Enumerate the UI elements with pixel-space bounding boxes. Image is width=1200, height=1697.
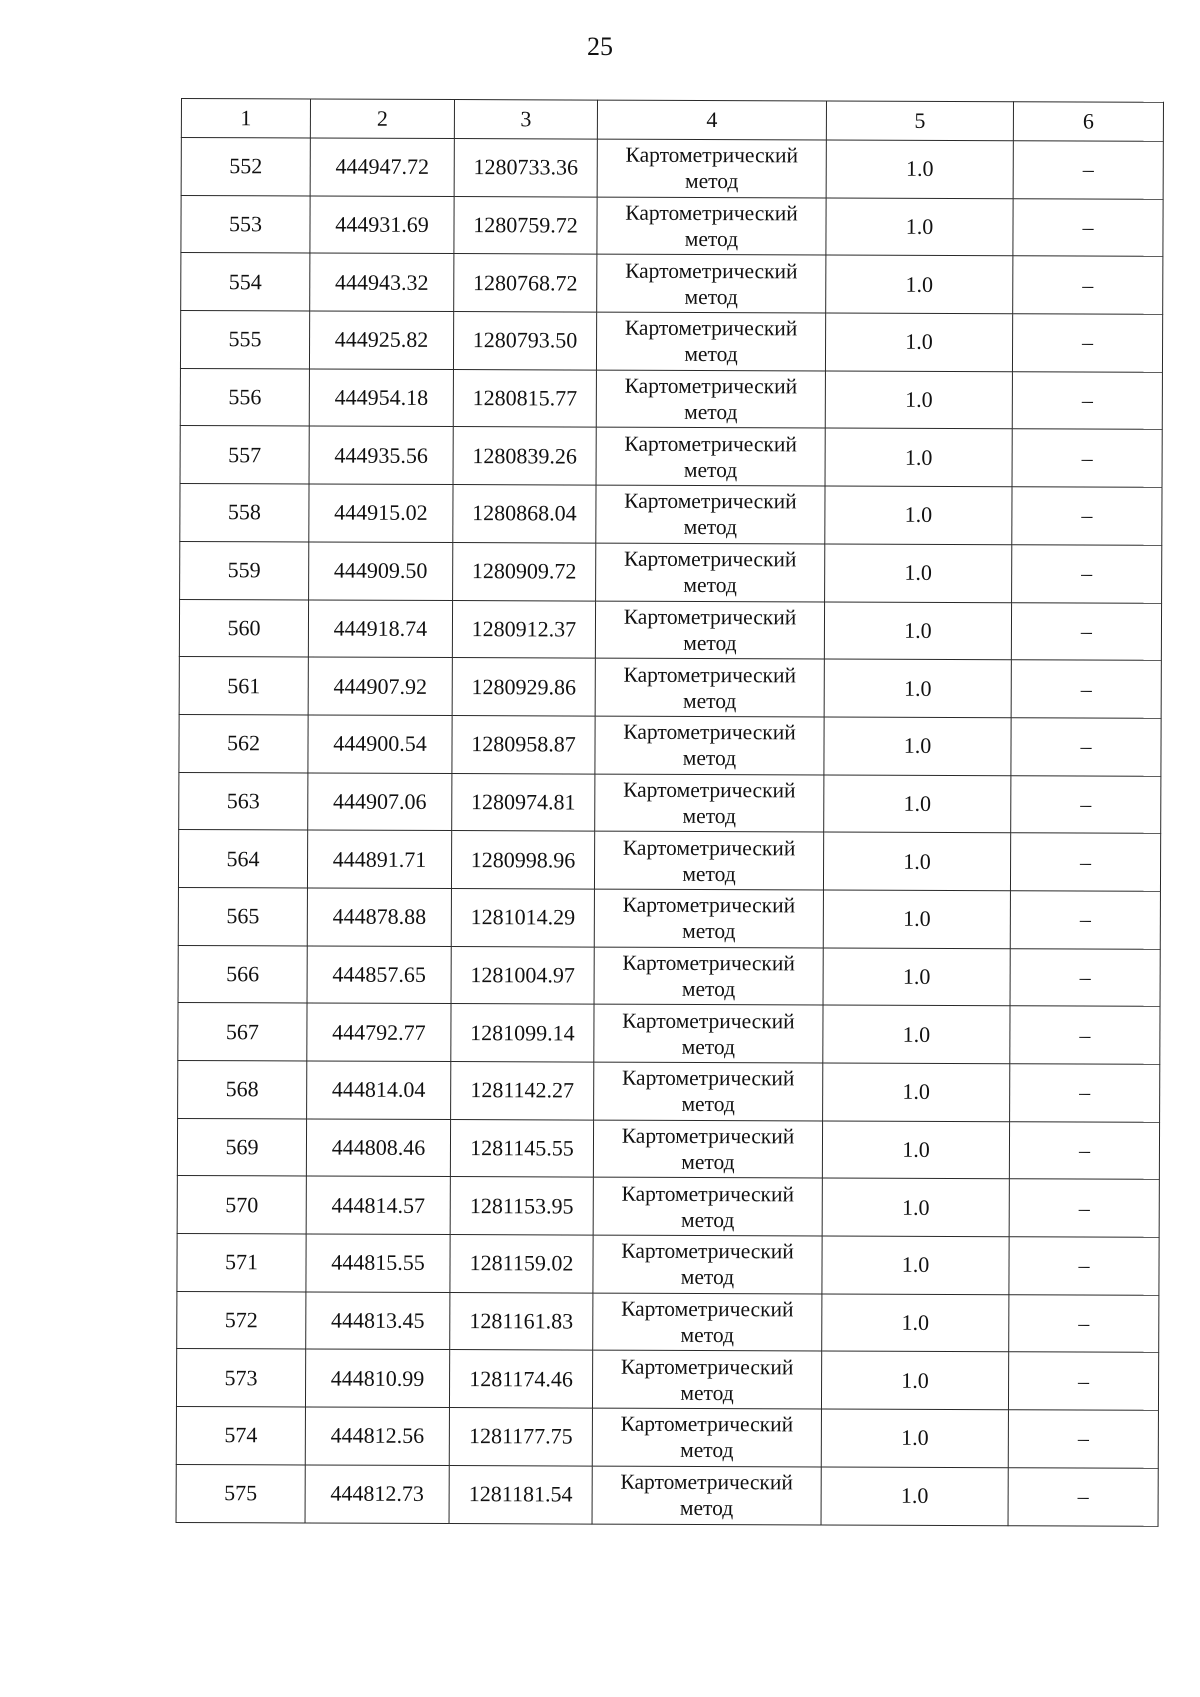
point-number-cell: 573: [176, 1349, 305, 1407]
note-cell: –: [1010, 1006, 1160, 1064]
y-coordinate-cell: 1281161.83: [450, 1292, 593, 1350]
accuracy-cell: 1.0: [823, 1005, 1010, 1063]
note-cell: –: [1012, 545, 1162, 603]
point-number-cell: 564: [178, 830, 307, 888]
note-cell: –: [1010, 948, 1160, 1006]
y-coordinate-cell: 1280733.36: [454, 139, 597, 197]
x-coordinate-cell: 444954.18: [309, 369, 453, 427]
x-coordinate-cell: 444857.65: [307, 946, 451, 1004]
y-coordinate-cell: 1280912.37: [452, 600, 595, 658]
point-number-cell: 568: [178, 1060, 307, 1118]
table-row: [178, 1060, 1160, 1121]
accuracy-cell: 1.0: [826, 140, 1013, 198]
point-number-cell: 566: [178, 945, 307, 1003]
x-coordinate-cell: 444814.04: [307, 1061, 451, 1119]
table-row: [178, 887, 1160, 948]
method-cell: Картометрический метод: [596, 312, 825, 371]
point-number-cell: 569: [177, 1118, 306, 1176]
x-coordinate-cell: 444812.56: [305, 1407, 449, 1465]
table-row: [180, 368, 1162, 429]
x-coordinate-cell: 444891.71: [307, 830, 451, 888]
column-header: 2: [310, 99, 454, 139]
accuracy-cell: 1.0: [822, 1121, 1009, 1179]
point-number-cell: 554: [181, 253, 310, 311]
method-cell: Картометрический метод: [595, 716, 824, 775]
note-cell: –: [1011, 602, 1161, 660]
x-coordinate-cell: 444935.56: [309, 426, 453, 484]
table-row: [177, 1176, 1159, 1237]
y-coordinate-cell: 1281142.27: [451, 1062, 594, 1120]
accuracy-cell: 1.0: [825, 486, 1012, 544]
page-number: 25: [587, 32, 613, 61]
accuracy-cell: 1.0: [822, 1294, 1009, 1352]
accuracy-cell: 1.0: [825, 313, 1012, 371]
note-cell: –: [1010, 1064, 1160, 1122]
x-coordinate-cell: 444931.69: [310, 196, 454, 254]
point-number-cell: 575: [176, 1464, 305, 1522]
x-coordinate-cell: 444907.06: [308, 773, 452, 831]
method-cell: Картометрический метод: [592, 1408, 821, 1467]
table-row: [176, 1407, 1158, 1468]
x-coordinate-cell: 444815.55: [306, 1234, 450, 1292]
point-number-cell: 561: [179, 657, 308, 715]
y-coordinate-cell: 1280768.72: [454, 254, 597, 312]
x-coordinate-cell: 444813.45: [306, 1292, 450, 1350]
table-row: [178, 830, 1160, 891]
point-number-cell: 570: [177, 1176, 306, 1234]
accuracy-cell: 1.0: [823, 832, 1010, 890]
method-cell: Картометрический метод: [594, 947, 823, 1006]
table-row: [181, 253, 1163, 314]
point-number-cell: 555: [180, 311, 309, 369]
y-coordinate-cell: 1281177.75: [449, 1408, 592, 1466]
table-row: [178, 945, 1160, 1006]
accuracy-cell: 1.0: [822, 1236, 1009, 1294]
column-header: 5: [826, 101, 1013, 141]
y-coordinate-cell: 1280868.04: [453, 485, 596, 543]
y-coordinate-cell: 1280759.72: [454, 196, 597, 254]
note-cell: –: [1008, 1352, 1158, 1410]
note-cell: –: [1009, 1179, 1159, 1237]
table-row: [179, 772, 1161, 833]
note-cell: –: [1011, 775, 1161, 833]
point-number-cell: 574: [176, 1407, 305, 1465]
note-cell: –: [1009, 1294, 1159, 1352]
accuracy-cell: 1.0: [823, 1063, 1010, 1121]
x-coordinate-cell: 444909.50: [309, 542, 453, 600]
table-row: [179, 657, 1161, 718]
column-header: 4: [597, 100, 826, 140]
point-number-cell: 552: [181, 138, 310, 196]
note-cell: –: [1012, 487, 1162, 545]
table-row: [176, 1464, 1158, 1525]
note-cell: –: [1013, 141, 1163, 199]
accuracy-cell: 1.0: [825, 428, 1012, 486]
y-coordinate-cell: 1281099.14: [451, 1004, 594, 1062]
y-coordinate-cell: 1280909.72: [453, 542, 596, 600]
y-coordinate-cell: 1281159.02: [450, 1235, 593, 1293]
accuracy-cell: 1.0: [824, 775, 1011, 833]
note-cell: –: [1009, 1237, 1159, 1295]
x-coordinate-cell: 444812.73: [305, 1465, 449, 1523]
y-coordinate-cell: 1281174.46: [449, 1350, 592, 1408]
table-row: [180, 426, 1162, 487]
x-coordinate-cell: 444878.88: [307, 888, 451, 946]
note-cell: –: [1009, 1121, 1159, 1179]
x-coordinate-cell: 444943.32: [310, 253, 454, 311]
point-number-cell: 567: [178, 1003, 307, 1061]
x-coordinate-cell: 444915.02: [309, 484, 453, 542]
point-number-cell: 571: [177, 1234, 306, 1292]
y-coordinate-cell: 1280998.96: [451, 831, 594, 889]
coordinates-table-body: [176, 99, 1163, 1526]
accuracy-cell: 1.0: [824, 659, 1011, 717]
table-row: [179, 714, 1161, 775]
y-coordinate-cell: 1281145.55: [450, 1119, 593, 1177]
method-cell: Картометрический метод: [596, 485, 825, 544]
method-cell: Картометрический метод: [595, 774, 824, 833]
x-coordinate-cell: 444814.57: [306, 1176, 450, 1234]
method-cell: Картометрический метод: [594, 831, 823, 890]
y-coordinate-cell: 1281014.29: [451, 888, 594, 946]
method-cell: Картометрический метод: [594, 1004, 823, 1063]
table-header-row: [181, 99, 1163, 142]
y-coordinate-cell: 1280929.86: [452, 658, 595, 716]
point-number-cell: 572: [177, 1291, 306, 1349]
note-cell: –: [1008, 1467, 1158, 1525]
accuracy-cell: 1.0: [823, 890, 1010, 948]
table-row: [181, 138, 1163, 199]
method-cell: Картометрический метод: [594, 1062, 823, 1121]
method-cell: Картометрический метод: [595, 601, 824, 660]
accuracy-cell: 1.0: [826, 198, 1013, 256]
method-cell: Картометрический метод: [596, 370, 825, 429]
method-cell: Картометрический метод: [592, 1466, 821, 1525]
table-row: [177, 1291, 1159, 1352]
note-cell: –: [1010, 833, 1160, 891]
x-coordinate-cell: 444900.54: [308, 715, 452, 773]
method-cell: Картометрический метод: [593, 1293, 822, 1352]
note-cell: –: [1012, 314, 1162, 372]
accuracy-cell: 1.0: [826, 255, 1013, 313]
x-coordinate-cell: 444947.72: [310, 138, 454, 196]
column-header: 1: [181, 99, 310, 138]
method-cell: Картометрический метод: [596, 543, 825, 602]
method-cell: Картометрический метод: [595, 658, 824, 717]
accuracy-cell: 1.0: [825, 544, 1012, 602]
point-number-cell: 565: [178, 887, 307, 945]
column-header: 6: [1013, 102, 1163, 142]
method-cell: Картометрический метод: [592, 1351, 821, 1410]
table-row: [179, 599, 1161, 660]
accuracy-cell: 1.0: [821, 1467, 1008, 1525]
table-row: [181, 195, 1163, 256]
method-cell: Картометрический метод: [596, 428, 825, 487]
y-coordinate-cell: 1280974.81: [452, 773, 595, 831]
method-cell: Картометрический метод: [597, 197, 826, 256]
note-cell: –: [1011, 718, 1161, 776]
accuracy-cell: 1.0: [824, 717, 1011, 775]
point-number-cell: 557: [180, 426, 309, 484]
method-cell: Картометрический метод: [593, 1120, 822, 1179]
method-cell: Картометрический метод: [597, 139, 826, 198]
table-row: [180, 541, 1162, 602]
y-coordinate-cell: 1281004.97: [451, 946, 594, 1004]
point-number-cell: 559: [180, 541, 309, 599]
table-row: [177, 1234, 1159, 1295]
method-cell: Картометрический метод: [594, 889, 823, 948]
point-number-cell: 558: [180, 484, 309, 542]
table-row: [180, 311, 1162, 372]
method-cell: Картометрический метод: [597, 254, 826, 313]
x-coordinate-cell: 444925.82: [309, 311, 453, 369]
note-cell: –: [1011, 660, 1161, 718]
table-row: [177, 1118, 1159, 1179]
note-cell: –: [1013, 198, 1163, 256]
accuracy-cell: 1.0: [821, 1351, 1008, 1409]
x-coordinate-cell: 444918.74: [308, 599, 452, 657]
x-coordinate-cell: 444792.77: [307, 1003, 451, 1061]
accuracy-cell: 1.0: [823, 948, 1010, 1006]
y-coordinate-cell: 1281153.95: [450, 1177, 593, 1235]
y-coordinate-cell: 1281181.54: [449, 1465, 592, 1523]
point-number-cell: 553: [181, 195, 310, 253]
accuracy-cell: 1.0: [822, 1178, 1009, 1236]
accuracy-cell: 1.0: [821, 1409, 1008, 1467]
note-cell: –: [1012, 371, 1162, 429]
point-number-cell: 556: [180, 368, 309, 426]
y-coordinate-cell: 1280793.50: [453, 312, 596, 370]
method-cell: Картометрический метод: [593, 1235, 822, 1294]
coordinates-table: [176, 98, 1164, 1526]
method-cell: Картометрический метод: [593, 1177, 822, 1236]
note-cell: –: [1013, 256, 1163, 314]
note-cell: –: [1012, 429, 1162, 487]
column-header: 3: [454, 100, 597, 140]
note-cell: –: [1008, 1410, 1158, 1468]
x-coordinate-cell: 444808.46: [306, 1119, 450, 1177]
y-coordinate-cell: 1280958.87: [452, 715, 595, 773]
accuracy-cell: 1.0: [825, 371, 1012, 429]
point-number-cell: 562: [179, 714, 308, 772]
x-coordinate-cell: 444810.99: [305, 1349, 449, 1407]
x-coordinate-cell: 444907.92: [308, 657, 452, 715]
point-number-cell: 563: [179, 772, 308, 830]
table-row: [178, 1003, 1160, 1064]
y-coordinate-cell: 1280839.26: [453, 427, 596, 485]
y-coordinate-cell: 1280815.77: [453, 369, 596, 427]
accuracy-cell: 1.0: [824, 601, 1011, 659]
point-number-cell: 560: [179, 599, 308, 657]
note-cell: –: [1010, 891, 1160, 949]
table-row: [176, 1349, 1158, 1410]
table-row: [180, 484, 1162, 545]
